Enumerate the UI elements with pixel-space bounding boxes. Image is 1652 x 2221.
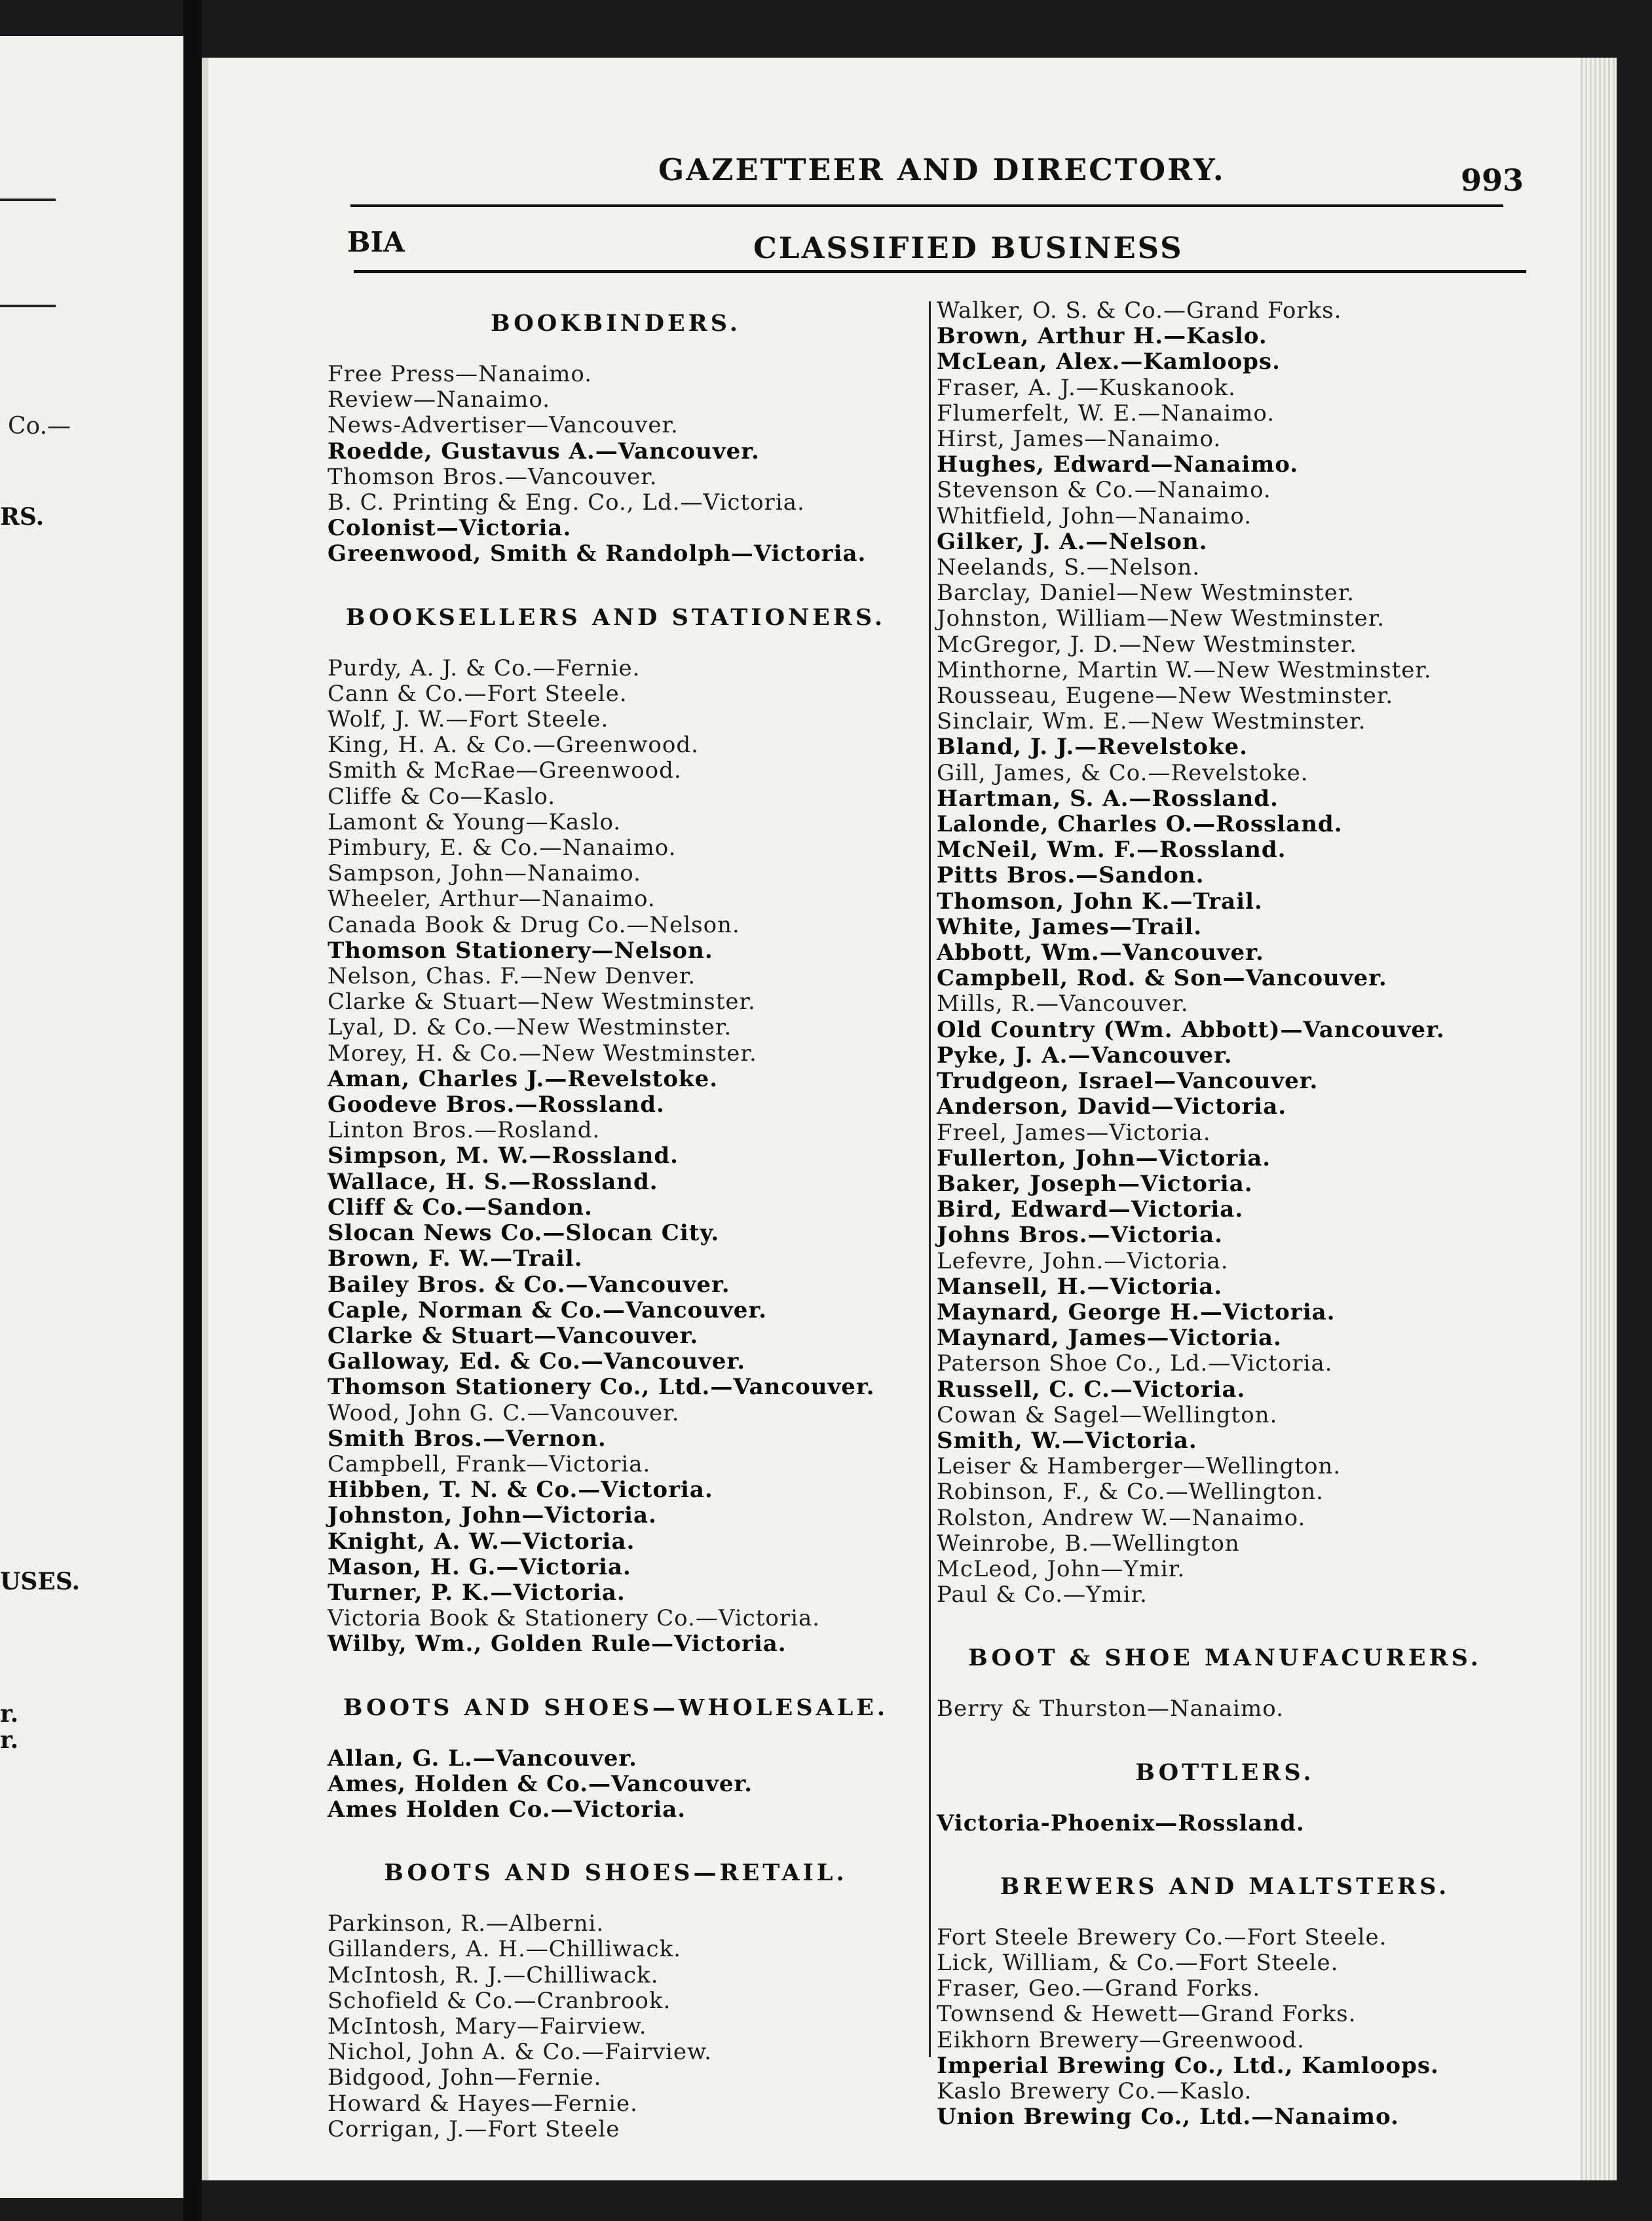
directory-entry: Rolston, Andrew W.—Nanaimo. (937, 1504, 1306, 1531)
directory-entry: Wolf, J. W.—Fort Steele. (328, 706, 609, 733)
directory-entry: Old Country (Wm. Abbott)—Vancouver. (937, 1016, 1445, 1043)
directory-entry: Wood, John G. C.—Vancouver. (328, 1399, 680, 1426)
directory-entry: Paterson Shoe Co., Ld.—Victoria. (937, 1350, 1333, 1377)
directory-entry: McIntosh, R. J.—Chilliwack. (328, 1962, 659, 1988)
directory-entry: Flumerfelt, W. E.—Nanaimo. (937, 400, 1275, 427)
directory-entry: Hartman, S. A.—Rossland. (937, 785, 1279, 812)
directory-entry: Neelands, S.—Nelson. (937, 554, 1201, 581)
section-title: CLASSIFIED BUSINESS (753, 231, 1184, 265)
directory-entry: Gill, James, & Co.—Revelstoke. (937, 759, 1309, 786)
facing-page-rule (0, 199, 56, 201)
directory-entry: Hirst, James—Nanaimo. (937, 426, 1222, 453)
left-column (328, 298, 904, 2142)
directory-entry: Canada Book & Drug Co.—Nelson. (328, 911, 740, 938)
directory-entry: Mansell, H.—Victoria. (937, 1273, 1223, 1300)
directory-entry: Free Press—Nanaimo. (328, 361, 593, 387)
directory-entry: Walker, O. S. & Co.—Grand Forks. (937, 297, 1342, 324)
directory-entry: Imperial Brewing Co., Ltd., Kamloops. (937, 2052, 1439, 2079)
directory-entry: Purdy, A. J. & Co.—Fernie. (328, 655, 641, 681)
directory-entry: Eikhorn Brewery—Greenwood. (937, 2026, 1305, 2053)
directory-entry: Kaslo Brewery Co.—Kaslo. (937, 2078, 1252, 2104)
directory-entry: Colonist—Victoria. (328, 515, 572, 542)
directory-entry: Pimbury, E. & Co.—Nanaimo. (328, 835, 677, 862)
directory-entry: Thomson Stationery Co., Ltd.—Vancouver. (328, 1374, 875, 1401)
directory-entry: Nichol, John A. & Co.—Fairview. (328, 2039, 712, 2066)
header-rule-bold (354, 270, 1526, 273)
directory-entry: Hughes, Edward—Nanaimo. (937, 451, 1299, 478)
directory-entry: Paul & Co.—Ymir. (937, 1582, 1148, 1608)
page-number: 993 (1461, 162, 1524, 198)
section-code: BIA (347, 226, 405, 258)
directory-entry: McNeil, Wm. F.—Rossland. (937, 837, 1286, 864)
directory-entry: B. C. Printing & Eng. Co., Ld.—Victoria. (328, 489, 805, 516)
section-gap (937, 1836, 1513, 1861)
directory-entry: Bland, J. J.—Revelstoke. (937, 734, 1248, 761)
directory-entry: Mills, R.—Vancouver. (937, 991, 1189, 1017)
directory-entry: Victoria-Phoenix—Rossland. (937, 1810, 1305, 1836)
directory-entry: Maynard, George H.—Victoria. (937, 1299, 1336, 1325)
directory-entry: Bird, Edward—Victoria. (937, 1196, 1244, 1223)
category-heading: BOOTS AND SHOES—RETAIL. (384, 1859, 848, 1887)
directory-entry: Parkinson, R.—Alberni. (328, 1910, 605, 1937)
directory-entry: Simpson, M. W.—Rossland. (328, 1143, 679, 1169)
directory-entry: Thomson Bros.—Vancouver. (328, 463, 658, 490)
directory-entry: Galloway, Ed. & Co.—Vancouver. (328, 1348, 746, 1375)
section-gap (328, 1823, 904, 1848)
directory-entry: Thomson, John K.—Trail. (937, 888, 1263, 915)
directory-entry: Caple, Norman & Co.—Vancouver. (328, 1297, 767, 1323)
facing-page-text: USES. (0, 1568, 81, 1595)
directory-entry: King, H. A. & Co.—Greenwood. (328, 732, 699, 759)
directory-entry: Johns Bros.—Victoria. (937, 1222, 1223, 1249)
facing-page-text: RS. (0, 503, 45, 531)
directory-entry: Cliffe & Co—Kaslo. (328, 783, 556, 810)
running-head: GAZETTEER AND DIRECTORY. (658, 152, 1226, 187)
directory-entry: Townsend & Hewett—Grand Forks. (937, 2001, 1357, 2028)
book-gutter (183, 0, 202, 2221)
directory-entry: Linton Bros.—Rosland. (328, 1117, 601, 1144)
directory-entry: Leiser & Hamberger—Wellington. (937, 1453, 1342, 1480)
directory-entry: Baker, Joseph—Victoria. (937, 1170, 1253, 1197)
directory-entry: Nelson, Chas. F.—New Denver. (328, 963, 696, 990)
directory-entry: Roedde, Gustavus A.—Vancouver. (328, 438, 760, 465)
directory-entry: Wilby, Wm., Golden Rule—Victoria. (328, 1631, 787, 1658)
directory-entry: Maynard, James—Victoria. (937, 1325, 1282, 1352)
category-heading: BOOKSELLERS AND STATIONERS. (345, 603, 886, 631)
directory-entry: Johnston, John—Victoria. (328, 1502, 657, 1529)
directory-entry: Aman, Charles J.—Revelstoke. (328, 1065, 719, 1092)
directory-entry: Campbell, Rod. & Son—Vancouver. (937, 965, 1387, 992)
directory-entry: Union Brewing Co., Ltd.—Nanaimo. (937, 2104, 1399, 2131)
directory-entry: Abbott, Wm.—Vancouver. (937, 940, 1264, 966)
directory-entry: Fullerton, John—Victoria. (937, 1145, 1271, 1171)
directory-entry: McLean, Alex.—Kamloops. (937, 349, 1281, 375)
directory-entry: Sinclair, Wm. E.—New Westminster. (937, 708, 1366, 735)
directory-entry: Bailey Bros. & Co.—Vancouver. (328, 1271, 730, 1298)
category-heading: BOTTLERS. (1135, 1758, 1315, 1786)
directory-entry: Clarke & Stuart—New Westminster. (328, 989, 756, 1016)
directory-entry: Minthorne, Martin W.—New Westminster. (937, 656, 1432, 683)
directory-entry: Schofield & Co.—Cranbrook. (328, 1987, 671, 2014)
directory-entry: Lefevre, John.—Victoria. (937, 1247, 1229, 1274)
column-divider (929, 301, 931, 2057)
directory-entry: Anderson, David—Victoria. (937, 1093, 1287, 1120)
directory-entry: Stevenson & Co.—Nanaimo. (937, 477, 1271, 504)
section-gap (328, 1658, 904, 1682)
directory-entry: Weinrobe, B.—Wellington (937, 1530, 1240, 1557)
directory-entry: Fort Steele Brewery Co.—Fort Steele. (937, 1924, 1387, 1950)
directory-entry: Smith, W.—Victoria. (937, 1427, 1197, 1454)
directory-entry: Turner, P. K.—Victoria. (328, 1579, 626, 1606)
category-heading: BOOKBINDERS. (491, 310, 741, 337)
directory-entry: Slocan News Co.—Slocan City. (328, 1220, 720, 1247)
directory-entry: Johnston, William—New Westminster. (937, 605, 1385, 632)
directory-entry: McIntosh, Mary—Fairview. (328, 2013, 647, 2040)
directory-entry: Ames, Holden & Co.—Vancouver. (328, 1770, 753, 1797)
directory-entry: Lalonde, Charles O.—Rossland. (937, 811, 1343, 838)
directory-entry: News-Advertiser—Vancouver. (328, 412, 679, 439)
directory-entry: Smith Bros.—Vernon. (328, 1425, 607, 1452)
directory-entry: Ames Holden Co.—Victoria. (328, 1796, 686, 1823)
directory-entry: Greenwood, Smith & Randolph—Victoria. (328, 541, 867, 567)
directory-entry: Barclay, Daniel—New Westminster. (937, 580, 1355, 607)
page-edge (1581, 58, 1617, 2180)
directory-entry: Fraser, Geo.—Grand Forks. (937, 1975, 1261, 2002)
directory-entry: McLeod, John—Ymir. (937, 1555, 1186, 1582)
directory-entry: Knight, A. W.—Victoria. (328, 1528, 635, 1555)
directory-entry: Victoria Book & Stationery Co.—Victoria. (328, 1605, 821, 1632)
directory-entry: Goodeve Bros.—Rossland. (328, 1092, 665, 1118)
header-rule (350, 204, 1503, 207)
facing-page-rule (0, 305, 56, 307)
directory-entry: White, James—Trail. (937, 913, 1203, 940)
directory-entry: Cliff & Co.—Sandon. (328, 1194, 593, 1221)
directory-entry: Allan, G. L.—Vancouver. (328, 1745, 638, 1772)
directory-entry: Hibben, T. N. & Co.—Victoria. (328, 1477, 713, 1504)
directory-entry: Wheeler, Arthur—Nanaimo. (328, 886, 656, 913)
page-shadow (202, 58, 208, 2180)
right-column (937, 298, 1513, 2130)
category-heading: BREWERS AND MALTSTERS. (1000, 1872, 1450, 1900)
directory-entry: Brown, Arthur H.—Kaslo. (937, 323, 1267, 350)
directory-entry: Russell, C. C.—Victoria. (937, 1376, 1246, 1403)
directory-entry: Cann & Co.—Fort Steele. (328, 680, 628, 707)
directory-entry: McGregor, J. D.—New Westminster. (937, 631, 1357, 658)
facing-page-fragment (0, 36, 183, 2198)
facing-page-text: Co.— (8, 413, 71, 440)
directory-entry: Fraser, A. J.—Kuskanook. (937, 374, 1236, 401)
directory-entry: Lick, William, & Co.—Fort Steele. (937, 1949, 1339, 1976)
directory-entry: Whitfield, John—Nanaimo. (937, 503, 1252, 529)
section-gap (937, 1722, 1513, 1747)
directory-entry: Sampson, John—Nanaimo. (328, 860, 641, 887)
directory-entry: Robinson, F., & Co.—Wellington. (937, 1479, 1324, 1506)
category-heading: BOOTS AND SHOES—WHOLESALE. (343, 1694, 889, 1721)
directory-entry: Lamont & Young—Kaslo. (328, 808, 622, 835)
directory-entry: Corrigan, J.—Fort Steele (328, 2116, 620, 2142)
facing-page-text: r. (0, 1700, 19, 1728)
directory-entry: Berry & Thurston—Nanaimo. (937, 1696, 1284, 1722)
directory-entry: Wallace, H. S.—Rossland. (328, 1168, 658, 1195)
directory-entry: Rousseau, Eugene—New Westminster. (937, 683, 1394, 710)
section-gap (328, 567, 904, 592)
directory-entry: Review—Nanaimo. (328, 387, 551, 413)
section-gap (937, 1608, 1513, 1633)
directory-entry: Morey, H. & Co.—New Westminster. (328, 1040, 757, 1067)
directory-entry: Mason, H. G.—Victoria. (328, 1553, 631, 1580)
directory-entry: Pitts Bros.—Sandon. (937, 862, 1205, 889)
directory-entry: Trudgeon, Israel—Vancouver. (937, 1068, 1319, 1095)
directory-entry: Gilker, J. A.—Nelson. (937, 528, 1208, 555)
directory-entry: Howard & Hayes—Fernie. (328, 2090, 638, 2117)
directory-entry: Thomson Stationery—Nelson. (328, 937, 713, 964)
directory-entry: Clarke & Stuart—Vancouver. (328, 1322, 699, 1349)
directory-entry: Lyal, D. & Co.—New Westminster. (328, 1014, 732, 1041)
directory-entry: Pyke, J. A.—Vancouver. (937, 1042, 1233, 1069)
facing-page-text: r. (0, 1726, 19, 1754)
directory-entry: Brown, F. W.—Trail. (328, 1245, 583, 1272)
directory-entry: Gillanders, A. H.—Chilliwack. (328, 1936, 682, 1963)
directory-entry: Cowan & Sagel—Wellington. (937, 1401, 1278, 1428)
directory-entry: Smith & McRae—Greenwood. (328, 757, 682, 784)
directory-entry: Campbell, Frank—Victoria. (328, 1451, 651, 1477)
directory-entry: Freel, James—Victoria. (937, 1119, 1211, 1146)
category-heading: BOOT & SHOE MANUFACURERS. (968, 1644, 1482, 1672)
directory-entry: Bidgood, John—Fernie. (328, 2064, 602, 2091)
